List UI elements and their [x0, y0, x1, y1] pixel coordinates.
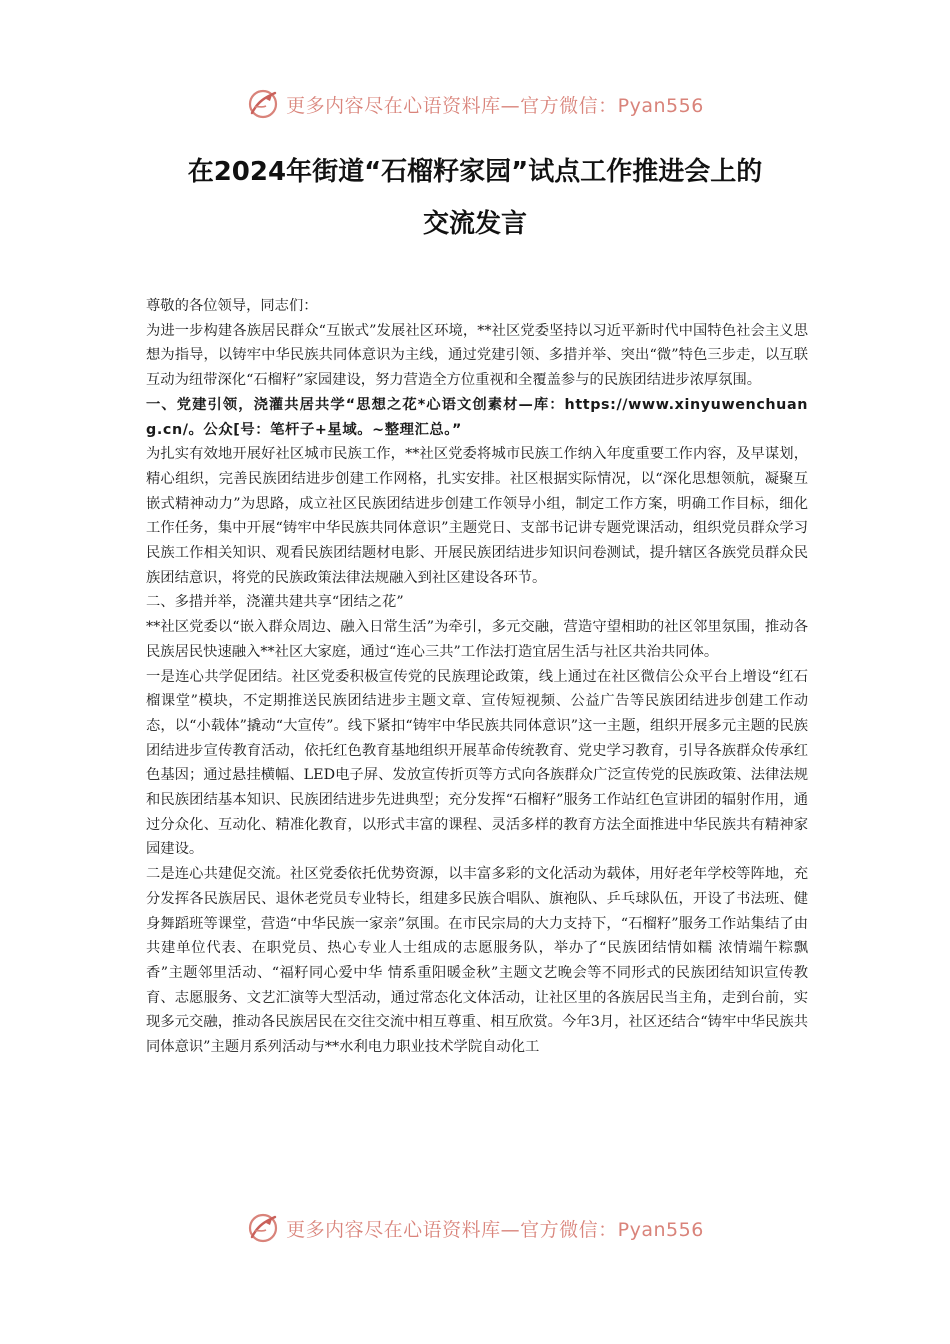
section-heading-2: 二、多措并举，浇灌共建共享“团结之花”: [146, 594, 404, 611]
watermark-banner-bottom: [0, 1208, 950, 1248]
watermark-banner-top: [0, 84, 950, 124]
watermark-text: 更多内容尽在心语资料库—官方微信：Pyan556: [286, 1218, 704, 1241]
document-title: [110, 146, 840, 250]
pen-swoosh-logo-icon: [246, 87, 280, 121]
paragraph-intro: 为进一步构建各族居民群众“互嵌式”发展社区环境，**社区党委坚持以习近平新时代中国特色社会主义思想为指导，以铸牢中华民族共同体意识为主线，通过党建引领、多措并举、突出“微”特色三步走，以互联互动为纽带深化“石榴籽”家园建设，努力营造全方位重视和全覆盖参与的民族团结进步浓厚氛围。: [146, 322, 808, 389]
pen-swoosh-logo-icon: [246, 1211, 280, 1245]
watermark-text: 更多内容尽在心语资料库—官方微信：Pyan556: [286, 94, 704, 117]
paragraph-section-1: 为扎实有效地开展好社区城市民族工作，**社区党委将城市民族工作纳入年度重要工作内容，及早谋划，精心组织，完善民族团结进步创建工作网格，扎实安排。社区根据实际情况，以“深化思想领航，凝聚互嵌式精神动力”为思路，成立社区民族团结进步创建工作领导小组，制定工作方案，明确工作目标，细化工作任务，集中开展“铸牢中华民族共同体意识”主题党日、支部书记讲专题党课活动，组织党员群众学习民族工作相关知识、观看民族团结题材电影、开展民族团结进步知识问卷测试，提升辖区各族党员群众民族团结意识，将党的民族政策法律法规融入到社区建设各环节。: [146, 446, 808, 586]
document-body: [146, 294, 808, 1060]
section-heading-1: 一、党建引领，浇灌共居共学“思想之花*心语文创素材—库：https://www.xinyuwenchuang.cn/。公众[号：笔杆子+星域。~整理汇总。”: [146, 396, 808, 438]
title-line-1: 在2024年街道“石榴籽家园”试点工作推进会上的: [187, 157, 763, 187]
paragraph-section-2-point-2: 二是连心共建促交流。社区党委依托优势资源，以丰富多彩的文化活动为载体，用好老年学校等阵地，充分发挥各民族居民、退休老党员专业特长，组建多民族合唱队、旗袍队、乒乓球队伍，开设了书法班、健身舞蹈班等课堂，营造“中华民族一家亲”氛围。在市民宗局的大力支持下，“石榴籽”服务工作站集结了由共建单位代表、在职党员、热心专业人士组成的志愿服务队，举办了“民族团结情如糯 浓情端午粽飘香”主题邻里活动、“福籽同心爱中华 情系重阳暖金秋”主题文艺晚会等不同形式的民族团结知识宣传教育、志愿服务、文艺汇演等大型活动，通过常态化文体活动，让社区里的各族居民当主角，走到台前，实现多元交融，推动各民族居民在交往交流中相互尊重、相互欣赏。今年3月，社区还结合“铸牢中华民族共同体意识”主题月系列活动与**水利电力职业技术学院自动化工: [146, 866, 808, 1056]
salutation: 尊敬的各位领导，同志们：: [146, 298, 318, 314]
paragraph-section-2-intro: **社区党委以“嵌入群众周边、融入日常生活”为牵引，多元交融，营造守望相助的社区邻里氛围，推动各民族居民快速融入**社区大家庭，通过“连心三共”工作法打造宜居生活与社区共治共同体。: [146, 619, 808, 660]
paragraph-section-2-point-1: 一是连心共学促团结。社区党委积极宣传党的民族理论政策，线上通过在社区微信公众平台上增设“红石榴课堂”模块，不定期推送民族团结进步主题文章、宣传短视频、公益广告等民族团结进步创建工作动态，以“小载体”撬动“大宣传”。线下紧扣“铸牢中华民族共同体意识”这一主题，组织开展多元主题的民族团结进步宣传教育活动，依托红色教育基地组织开展革命传统教育、党史学习教育，引导各族群众传承红色基因；通过悬挂横幅、LED电子屏、发放宣传折页等方式向各族群众广泛宣传党的民族政策、法律法规和民族团结基本知识、民族团结进步先进典型；充分发挥“石榴籽”服务工作站红色宣讲团的辐射作用，通过分众化、互动化、精准化教育，以形式丰富的课程、灵活多样的教育方法全面推进中华民族共有精神家园建设。: [146, 668, 808, 858]
title-line-2: 交流发言: [422, 209, 527, 239]
